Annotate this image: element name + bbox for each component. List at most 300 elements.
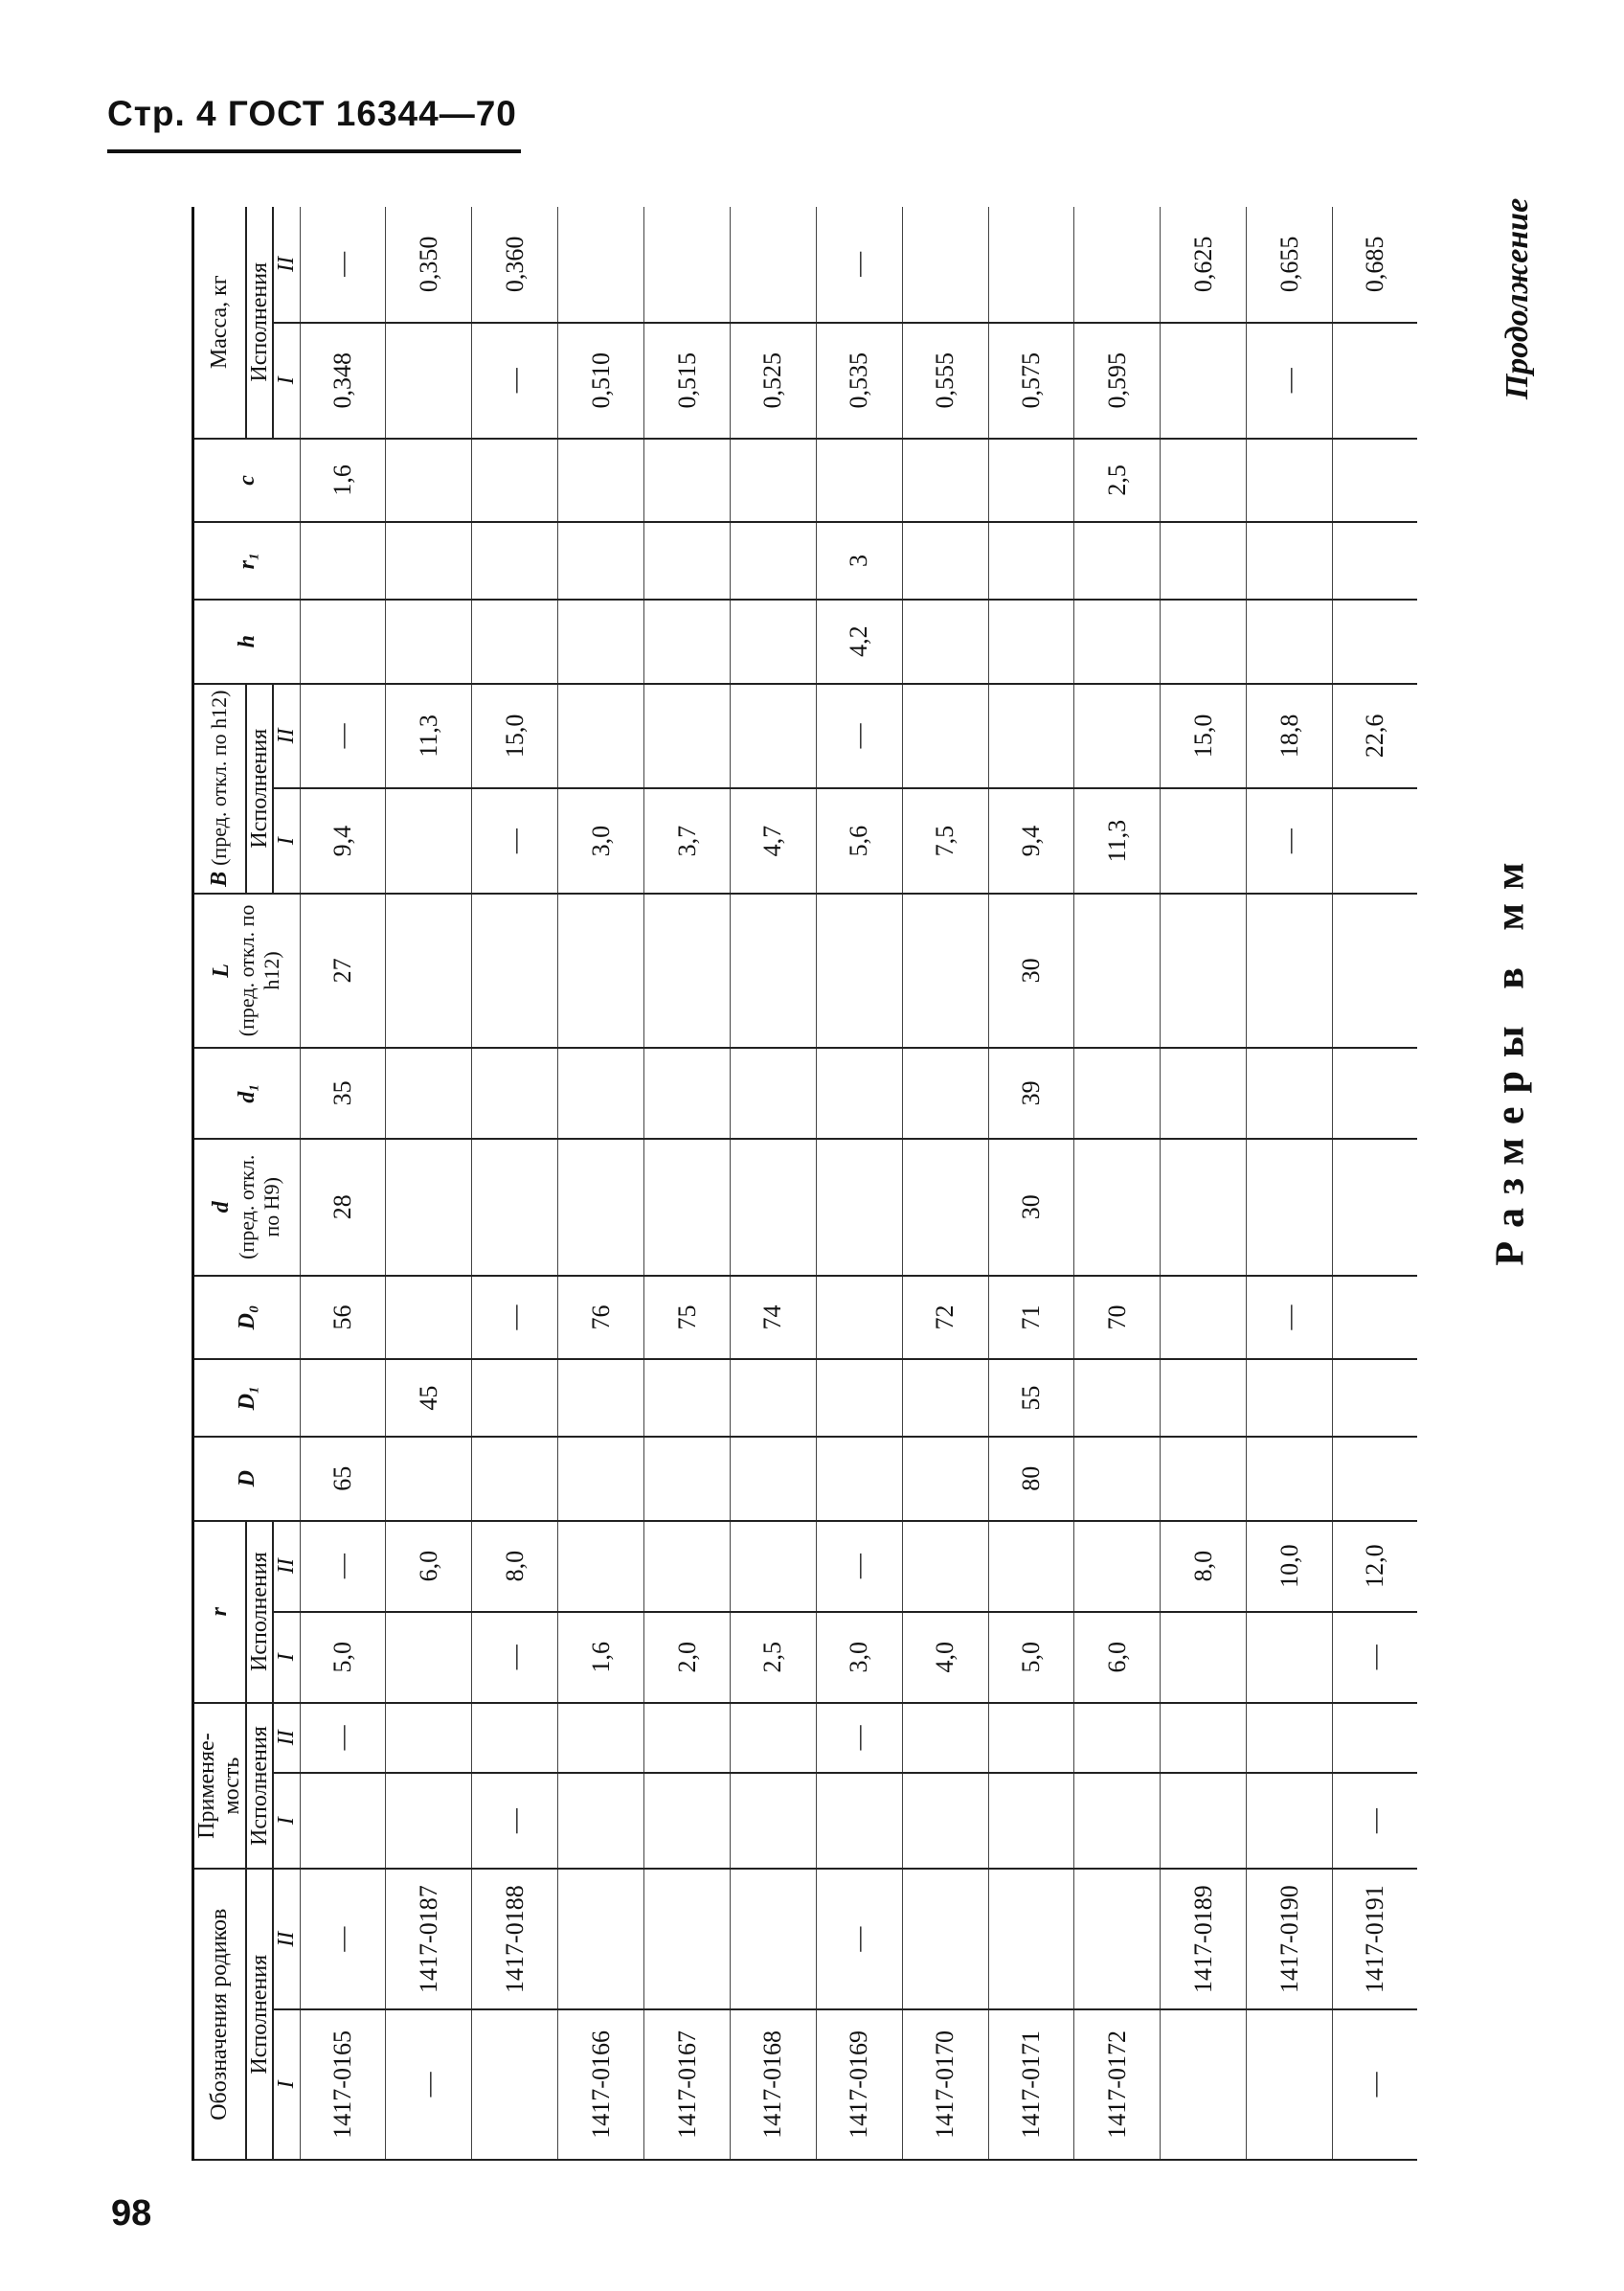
cell-c	[644, 439, 731, 523]
cell-d1	[558, 1359, 644, 1436]
cell-ap-i	[902, 1773, 988, 1870]
cell-d0: —	[1247, 1276, 1333, 1360]
cell-r-i: 4,0	[902, 1612, 988, 1703]
cell-des-i: 1417-0172	[1074, 2009, 1161, 2160]
page-number: 98	[111, 2193, 152, 2234]
designation-II: II	[273, 1869, 300, 2008]
cell-d	[730, 1437, 816, 1521]
cell-b-i: 11,3	[1074, 788, 1161, 894]
cell-d	[902, 1437, 988, 1521]
cell-des-ii	[644, 1869, 731, 2008]
table-row	[1333, 207, 1417, 2160]
col-d1	[193, 1048, 301, 1139]
table-row	[558, 207, 644, 2160]
cell-b-ii: 11,3	[386, 684, 472, 789]
cell-m-ii: 0,360	[472, 207, 558, 323]
cell-b-i: —	[472, 788, 558, 894]
table-row	[988, 207, 1074, 2160]
col-D1	[193, 1359, 301, 1436]
cell-l	[902, 894, 988, 1048]
cell-l: 27	[300, 894, 386, 1048]
cell-d1	[300, 1359, 386, 1436]
cell-m-ii	[902, 207, 988, 323]
cell-d1	[1247, 1359, 1333, 1436]
D1-symbol: D₁	[234, 1385, 259, 1411]
col-B	[193, 684, 246, 894]
cell-b-ii: 22,6	[1333, 684, 1417, 789]
table-row	[386, 207, 472, 2160]
cell-ap-ii: —	[300, 1703, 386, 1773]
cell-ap-i	[558, 1773, 644, 1870]
cell-d	[644, 1139, 731, 1276]
cell-ap-ii	[1161, 1703, 1247, 1773]
cell-r-i: 2,0	[644, 1612, 731, 1703]
cell-l	[386, 894, 472, 1048]
cell-des-ii: 1417-0190	[1247, 1869, 1333, 2008]
cell-d1	[730, 1359, 816, 1436]
cell-h	[558, 600, 644, 684]
cell-d1	[472, 1359, 558, 1436]
cell-d0: 72	[902, 1276, 988, 1360]
cell-b-ii: —	[300, 684, 386, 789]
cell-des-ii: 1417-0191	[1333, 1869, 1417, 2008]
cell-r1	[730, 522, 816, 599]
cell-h	[300, 600, 386, 684]
cell-r-ii: 8,0	[1161, 1521, 1247, 1612]
cell-r1	[1161, 522, 1247, 599]
cell-r-ii	[558, 1521, 644, 1612]
designation-versions: Исполнения	[246, 1869, 273, 2160]
cell-ap-i	[1247, 1773, 1333, 1870]
table-row	[644, 207, 731, 2160]
cell-d1	[1161, 1359, 1247, 1436]
cell-des-i	[472, 2009, 558, 2160]
cell-m-i: 0,515	[644, 323, 731, 439]
cell-d0	[386, 1276, 472, 1360]
cell-r1	[558, 522, 644, 599]
cell-c	[816, 439, 902, 523]
cell-m-i: 0,575	[988, 323, 1074, 439]
cell-h	[1161, 600, 1247, 684]
cell-d: 80	[988, 1437, 1074, 1521]
table-row	[730, 207, 816, 2160]
cell-ap-ii	[558, 1703, 644, 1773]
cell-m-ii: 0,655	[1247, 207, 1333, 323]
cell-m-ii	[558, 207, 644, 323]
cell-r-ii: 12,0	[1333, 1521, 1417, 1612]
cell-d0: 71	[988, 1276, 1074, 1360]
cell-ap-i	[1074, 1773, 1161, 1870]
cell-d1	[902, 1048, 988, 1139]
cell-b-ii	[1074, 684, 1161, 789]
cell-c	[386, 439, 472, 523]
cell-ap-i: —	[472, 1773, 558, 1870]
cell-l	[1333, 894, 1417, 1048]
cell-d	[816, 1139, 902, 1276]
cell-ap-ii	[386, 1703, 472, 1773]
cell-l	[558, 894, 644, 1048]
cell-r-i: —	[1333, 1612, 1417, 1703]
cell-m-ii	[988, 207, 1074, 323]
cell-h	[902, 600, 988, 684]
cell-d	[644, 1437, 731, 1521]
cell-r-i: 5,0	[988, 1612, 1074, 1703]
cell-d1	[1333, 1048, 1417, 1139]
cell-ap-ii	[902, 1703, 988, 1773]
cell-d1	[1074, 1048, 1161, 1139]
cell-d	[1074, 1139, 1161, 1276]
cell-ap-i	[1161, 1773, 1247, 1870]
B-II: II	[273, 684, 300, 789]
cell-ap-i	[988, 1773, 1074, 1870]
cell-b-i	[386, 788, 472, 894]
cell-d	[902, 1139, 988, 1276]
cell-des-i	[1161, 2009, 1247, 2160]
cell-d	[558, 1139, 644, 1276]
cell-des-ii	[730, 1869, 816, 2008]
table-row	[1247, 207, 1333, 2160]
cell-d0: 76	[558, 1276, 644, 1360]
cell-d0	[816, 1276, 902, 1360]
cell-m-i: 0,348	[300, 323, 386, 439]
cell-r-ii: —	[816, 1521, 902, 1612]
table-body	[300, 207, 1417, 2160]
cell-ap-ii	[644, 1703, 731, 1773]
cell-m-i: 0,555	[902, 323, 988, 439]
cell-b-ii: 18,8	[1247, 684, 1333, 789]
cell-m-ii: 0,350	[386, 207, 472, 323]
cell-des-i: 1417-0165	[300, 2009, 386, 2160]
table-row	[1074, 207, 1161, 2160]
cell-ap-ii	[1333, 1703, 1417, 1773]
cell-des-ii	[902, 1869, 988, 2008]
cell-d	[386, 1139, 472, 1276]
cell-d0: 75	[644, 1276, 731, 1360]
cell-c	[1333, 439, 1417, 523]
cell-c	[558, 439, 644, 523]
cell-d1	[1333, 1359, 1417, 1436]
cell-ap-ii: —	[816, 1703, 902, 1773]
applicability-versions: Исполнения	[246, 1703, 273, 1870]
cell-d1	[472, 1048, 558, 1139]
cell-l	[1247, 894, 1333, 1048]
cell-d1	[902, 1359, 988, 1436]
cell-m-i: 0,510	[558, 323, 644, 439]
cell-d1	[1247, 1048, 1333, 1139]
col-r1	[193, 522, 301, 599]
cell-m-i	[1161, 323, 1247, 439]
cell-r-i: 2,5	[730, 1612, 816, 1703]
cell-d: 28	[300, 1139, 386, 1276]
cell-b-ii	[730, 684, 816, 789]
cell-b-ii	[988, 684, 1074, 789]
cell-b-i: —	[1247, 788, 1333, 894]
cell-r1	[472, 522, 558, 599]
r1-symbol: r₁	[234, 552, 259, 570]
cell-d0	[1333, 1276, 1417, 1360]
cell-des-i: 1417-0167	[644, 2009, 731, 2160]
continuation-label: Продолжение	[1500, 197, 1535, 400]
cell-c	[730, 439, 816, 523]
cell-r1	[1333, 522, 1417, 599]
col-D	[193, 1437, 301, 1521]
cell-r-i	[1161, 1612, 1247, 1703]
cell-d0: 56	[300, 1276, 386, 1360]
cell-des-i: 1417-0166	[558, 2009, 644, 2160]
cell-des-ii: 1417-0189	[1161, 1869, 1247, 2008]
cell-h	[988, 600, 1074, 684]
cell-b-ii	[558, 684, 644, 789]
cell-ap-i	[730, 1773, 816, 1870]
B-tolerance-note: (пред. откл. по h12)	[207, 690, 232, 866]
cell-m-ii: —	[816, 207, 902, 323]
cell-h	[1247, 600, 1333, 684]
cell-r-ii	[902, 1521, 988, 1612]
designation-I: I	[273, 2009, 300, 2160]
cell-r-ii: 10,0	[1247, 1521, 1333, 1612]
cell-ap-i	[386, 1773, 472, 1870]
cell-d	[472, 1139, 558, 1276]
cell-h	[472, 600, 558, 684]
col-D0	[193, 1276, 301, 1360]
D-symbol: D	[234, 1470, 259, 1487]
cell-m-i	[1333, 323, 1417, 439]
B-I: I	[273, 788, 300, 894]
col-c	[193, 439, 301, 523]
cell-d	[1247, 1139, 1333, 1276]
table-row	[300, 207, 386, 2160]
cell-r1	[644, 522, 731, 599]
cell-des-ii	[1074, 1869, 1161, 2008]
cell-r-i: 6,0	[1074, 1612, 1161, 1703]
cell-ap-i	[644, 1773, 731, 1870]
cell-l	[816, 894, 902, 1048]
cell-b-ii	[644, 684, 731, 789]
header-rule	[107, 149, 521, 153]
cell-ap-i	[816, 1773, 902, 1870]
cell-d1	[1074, 1359, 1161, 1436]
d-tolerance-note: (пред. откл. по H9)	[234, 1154, 283, 1259]
cell-c	[1161, 439, 1247, 523]
cell-h	[730, 600, 816, 684]
cell-d	[816, 1437, 902, 1521]
cell-m-i: —	[1247, 323, 1333, 439]
cell-d: 65	[300, 1437, 386, 1521]
table-row	[902, 207, 988, 2160]
cell-b-i: 5,6	[816, 788, 902, 894]
cell-d1	[816, 1048, 902, 1139]
r-symbol: r	[207, 1606, 233, 1617]
applicability-I: I	[273, 1773, 300, 1870]
L-tolerance-note: (пред. откл. по h12)	[234, 904, 283, 1037]
cell-d1	[558, 1048, 644, 1139]
cell-m-ii: 0,685	[1333, 207, 1417, 323]
page-header: Стр. 4 ГОСТ 16344—70	[107, 94, 517, 133]
cell-r-ii	[988, 1521, 1074, 1612]
cell-h	[386, 600, 472, 684]
cell-des-i	[1247, 2009, 1333, 2160]
cell-r-ii	[644, 1521, 731, 1612]
cell-d	[1333, 1139, 1417, 1276]
cell-des-i: —	[1333, 2009, 1417, 2160]
cell-d1	[644, 1359, 731, 1436]
cell-m-i: —	[472, 323, 558, 439]
cell-r-ii: —	[300, 1521, 386, 1612]
cell-d1: 35	[300, 1048, 386, 1139]
cell-b-ii	[902, 684, 988, 789]
col-r	[193, 1521, 246, 1703]
cell-r-ii	[730, 1521, 816, 1612]
cell-d	[1161, 1139, 1247, 1276]
cell-d	[472, 1437, 558, 1521]
cell-r1	[1074, 522, 1161, 599]
r-II: II	[273, 1521, 300, 1612]
cell-r1	[988, 522, 1074, 599]
cell-b-ii: 15,0	[1161, 684, 1247, 789]
dimensions-caption: Размеры в мм	[1488, 849, 1533, 1266]
B-symbol: B	[207, 871, 233, 887]
col-applicability: Применяе-мость	[193, 1703, 246, 1870]
cell-r-ii: 8,0	[472, 1521, 558, 1612]
cell-c	[902, 439, 988, 523]
cell-b-ii: —	[816, 684, 902, 789]
cell-m-i	[386, 323, 472, 439]
cell-d1	[644, 1048, 731, 1139]
cell-m-i: 0,535	[816, 323, 902, 439]
cell-m-ii	[1074, 207, 1161, 323]
cell-r-i: —	[472, 1612, 558, 1703]
cell-des-i: 1417-0170	[902, 2009, 988, 2160]
cell-l	[1161, 894, 1247, 1048]
r-versions: Исполнения	[246, 1521, 273, 1703]
dimensions-table	[192, 207, 1417, 2161]
cell-c	[472, 439, 558, 523]
cell-d0: —	[472, 1276, 558, 1360]
r-I: I	[273, 1612, 300, 1703]
cell-des-i: 1417-0168	[730, 2009, 816, 2160]
cell-c	[1247, 439, 1333, 523]
cell-l	[472, 894, 558, 1048]
cell-m-ii	[644, 207, 731, 323]
cell-d1	[730, 1048, 816, 1139]
cell-d1	[816, 1359, 902, 1436]
table-row	[472, 207, 558, 2160]
table-row	[1161, 207, 1247, 2160]
cell-r-i	[1247, 1612, 1333, 1703]
cell-r-i: 3,0	[816, 1612, 902, 1703]
cell-l	[644, 894, 731, 1048]
cell-r-ii: 6,0	[386, 1521, 472, 1612]
cell-d1	[1161, 1048, 1247, 1139]
cell-d0: 74	[730, 1276, 816, 1360]
cell-ap-ii	[1247, 1703, 1333, 1773]
L-symbol: L	[209, 964, 235, 978]
cell-c: 2,5	[1074, 439, 1161, 523]
col-d	[193, 1139, 301, 1276]
cell-m-i: 0,525	[730, 323, 816, 439]
cell-l	[1074, 894, 1161, 1048]
cell-des-ii	[988, 1869, 1074, 2008]
cell-b-i: 7,5	[902, 788, 988, 894]
cell-d1	[386, 1048, 472, 1139]
cell-des-i: —	[386, 2009, 472, 2160]
cell-b-i	[1333, 788, 1417, 894]
mass-I: I	[273, 323, 300, 439]
mass-versions: Исполнения	[246, 207, 273, 439]
cell-h: 4,2	[816, 600, 902, 684]
col-designation: Обозначения родиков	[193, 1869, 246, 2160]
table-row	[816, 207, 902, 2160]
cell-r-i: 1,6	[558, 1612, 644, 1703]
cell-des-i: 1417-0171	[988, 2009, 1074, 2160]
cell-c	[988, 439, 1074, 523]
cell-d	[386, 1437, 472, 1521]
cell-b-i: 4,7	[730, 788, 816, 894]
cell-r1	[1247, 522, 1333, 599]
cell-m-ii: 0,625	[1161, 207, 1247, 323]
cell-c: 1,6	[300, 439, 386, 523]
cell-h	[1333, 600, 1417, 684]
c-symbol: c	[234, 475, 259, 486]
cell-des-ii: 1417-0187	[386, 1869, 472, 2008]
cell-des-ii	[558, 1869, 644, 2008]
mass-II: II	[273, 207, 300, 323]
cell-ap-ii	[1074, 1703, 1161, 1773]
cell-des-ii: —	[816, 1869, 902, 2008]
col-L	[193, 894, 301, 1048]
cell-r-i: 5,0	[300, 1612, 386, 1703]
cell-ap-i: —	[1333, 1773, 1417, 1870]
cell-des-ii: —	[300, 1869, 386, 2008]
cell-d	[730, 1139, 816, 1276]
cell-d1: 45	[386, 1359, 472, 1436]
col-mass: Масса, кг	[193, 207, 246, 439]
cell-ap-i	[300, 1773, 386, 1870]
cell-b-i: 9,4	[300, 788, 386, 894]
h-symbol: h	[234, 634, 259, 648]
cell-h	[644, 600, 731, 684]
cell-des-ii: 1417-0188	[472, 1869, 558, 2008]
cell-d: 30	[988, 1139, 1074, 1276]
cell-r-ii	[1074, 1521, 1161, 1612]
cell-l	[730, 894, 816, 1048]
cell-b-i: 3,7	[644, 788, 731, 894]
d-symbol: d	[209, 1201, 235, 1214]
cell-r1: 3	[816, 522, 902, 599]
cell-d1: 39	[988, 1048, 1074, 1139]
cell-m-ii: —	[300, 207, 386, 323]
cell-b-i: 9,4	[988, 788, 1074, 894]
cell-r1	[386, 522, 472, 599]
cell-d	[558, 1437, 644, 1521]
cell-d	[1074, 1437, 1161, 1521]
cell-r1	[300, 522, 386, 599]
cell-h	[1074, 600, 1161, 684]
cell-ap-ii	[472, 1703, 558, 1773]
cell-l: 30	[988, 894, 1074, 1048]
cell-m-i: 0,595	[1074, 323, 1161, 439]
cell-ap-ii	[730, 1703, 816, 1773]
cell-d	[1161, 1437, 1247, 1521]
cell-b-ii: 15,0	[472, 684, 558, 789]
cell-b-i: 3,0	[558, 788, 644, 894]
cell-r-i	[386, 1612, 472, 1703]
cell-d0	[1161, 1276, 1247, 1360]
applicability-II: II	[273, 1703, 300, 1773]
col-h	[193, 600, 301, 684]
cell-r1	[902, 522, 988, 599]
D0-symbol: D₀	[234, 1304, 259, 1330]
